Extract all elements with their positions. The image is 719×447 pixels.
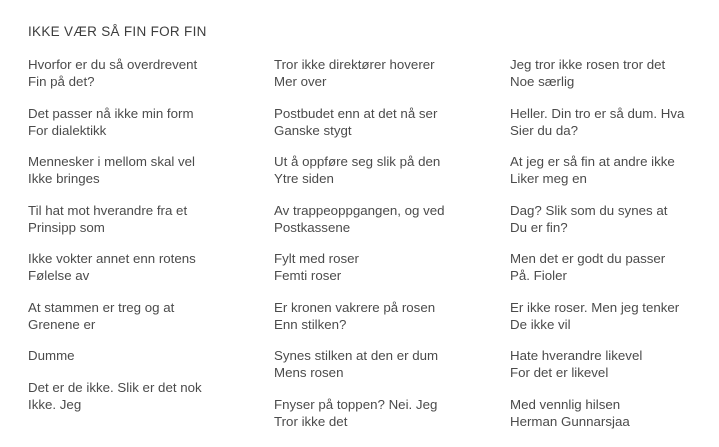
poem-line: Jeg tror ikke rosen tror det bbox=[510, 57, 666, 72]
poem-line: Med vennlig hilsen bbox=[510, 396, 621, 412]
poem-line: Enn stilken? bbox=[274, 316, 347, 332]
stanza bbox=[274, 299, 500, 333]
poem-line: Postkassene bbox=[274, 219, 351, 235]
poem-line: Men det er godt du passer bbox=[510, 251, 666, 266]
stanza bbox=[274, 347, 500, 381]
stanza bbox=[28, 379, 260, 413]
poem-line: På. Fioler bbox=[510, 268, 567, 283]
stanza bbox=[510, 396, 710, 430]
poem-line: Dumme bbox=[28, 348, 75, 363]
poem-line: De ikke vil bbox=[510, 316, 571, 332]
poem-line: Postbudet enn at det nå ser bbox=[274, 105, 438, 121]
stanza bbox=[28, 299, 260, 333]
poem-line: Ytre siden bbox=[274, 171, 334, 186]
poem-line: Fin på det? bbox=[28, 74, 95, 89]
poem-line: Er ikke roser. Men jeg tenker bbox=[510, 299, 680, 315]
poem-line: Hvorfor er du så overdrevent bbox=[28, 57, 198, 72]
stanza bbox=[510, 56, 710, 90]
poem-column-2 bbox=[510, 56, 710, 430]
poem-line: Ikke. Jeg bbox=[28, 396, 82, 412]
stanza bbox=[274, 153, 500, 187]
stanza bbox=[28, 347, 260, 364]
poem-line: Det er de ikke. Slik er det nok bbox=[28, 379, 202, 395]
poem-line: Mer over bbox=[274, 74, 327, 89]
poem-line: Hate hverandre likevel bbox=[510, 348, 643, 363]
poem-line: Følelse av bbox=[28, 268, 90, 283]
poem-line: Du er fin? bbox=[510, 219, 568, 235]
poem-line: Av trappeoppgangen, og ved bbox=[274, 202, 445, 218]
stanza bbox=[274, 202, 500, 236]
stanza bbox=[510, 105, 710, 139]
stanza bbox=[510, 250, 710, 284]
stanza bbox=[274, 250, 500, 284]
stanza bbox=[28, 202, 260, 236]
poem-column-1 bbox=[274, 56, 500, 430]
poem-column-0 bbox=[28, 56, 260, 413]
stanza bbox=[510, 299, 710, 333]
stanza bbox=[28, 153, 260, 187]
poem-line: Ganske stygt bbox=[274, 122, 352, 138]
stanza bbox=[28, 105, 260, 139]
poem-line: Femti roser bbox=[274, 268, 342, 283]
stanza bbox=[28, 250, 260, 284]
stanza bbox=[274, 56, 500, 90]
poem-line: At stammen er treg og at bbox=[28, 299, 175, 315]
poem-line: Heller. Din tro er så dum. Hva bbox=[510, 105, 685, 121]
poem-line: Fylt med roser bbox=[274, 251, 359, 266]
poem-line: Noe særlig bbox=[510, 74, 575, 89]
poem-line: Prinsipp som bbox=[28, 219, 105, 235]
poem-line: Dag? Slik som du synes at bbox=[510, 202, 668, 218]
poem-line: Tror ikke det bbox=[274, 413, 348, 429]
poem-line: Herman Gunnarsjaa bbox=[510, 413, 630, 429]
poem-line: For det er likevel bbox=[510, 365, 609, 380]
poem-line: Ut å oppføre seg slik på den bbox=[274, 154, 441, 169]
poem-line: Synes stilken at den er dum bbox=[274, 348, 439, 363]
stanza bbox=[28, 56, 260, 90]
poem-line: For dialektikk bbox=[28, 122, 107, 138]
poem-line: Det passer nå ikke min form bbox=[28, 105, 194, 121]
stanza bbox=[274, 105, 500, 139]
poem-line: Til hat mot hverandre fra et bbox=[28, 202, 188, 218]
stanza bbox=[510, 153, 710, 187]
poem-line: Grenene er bbox=[28, 316, 96, 332]
stanza bbox=[510, 202, 710, 236]
poem-line: At jeg er så fin at andre ikke bbox=[510, 154, 675, 169]
poem-line: Mennesker i mellom skal vel bbox=[28, 154, 196, 169]
stanza bbox=[510, 347, 710, 381]
poem-line: Ikke vokter annet enn rotens bbox=[28, 251, 196, 266]
poem-line: Mens rosen bbox=[274, 365, 344, 380]
poem-line: Fnyser på toppen? Nei. Jeg bbox=[274, 396, 438, 412]
stanza bbox=[274, 396, 500, 430]
poem-line: Tror ikke direktører hoverer bbox=[274, 57, 435, 72]
poem-line: Liker meg en bbox=[510, 171, 587, 186]
poem-line: Er kronen vakrere på rosen bbox=[274, 299, 436, 315]
poem-line: Ikke bringes bbox=[28, 171, 100, 186]
page-title: IKKE VÆR SÅ FIN FOR FIN bbox=[28, 24, 207, 39]
poem-line: Sier du da? bbox=[510, 122, 579, 138]
